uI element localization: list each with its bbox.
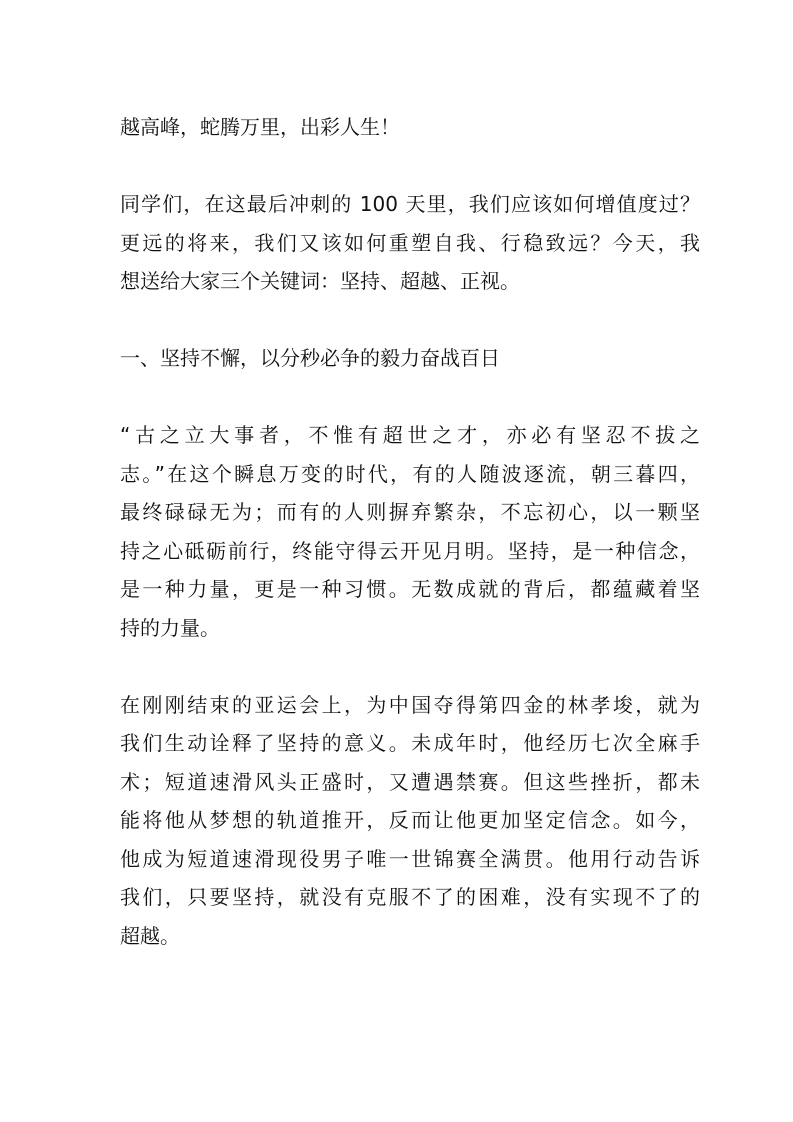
heading-line: 一、坚持不懈，以分秒必争的毅力奋战百日 [120,346,500,370]
text-line: 是一种力量，更是一种习惯。无数成就的背后，都蕴藏着坚 [120,577,700,601]
paragraph-example [120,686,700,956]
text-line: 他成为短道速滑现役男子唯一世锦赛全满贯。他用行动告诉 [120,846,700,871]
text-line: 最终碌碌无为；而有的人则摒弃繁杂，不忘初心，以一颗坚 [120,500,700,524]
paragraph-intro [120,185,700,301]
text-line: 持的力量。 [120,615,220,640]
text-line: 能将他从梦想的轨道推开，反而让他更加坚定信念。如今， [120,808,700,832]
paragraph-perseverance [120,416,700,647]
paragraph-closing-line [120,108,700,147]
text-line: 越高峰，蛇腾万里，出彩人生！ [120,115,400,139]
text-line: 更远的将来，我们又该如何重塑自我、行稳致远？今天，我 [120,230,700,255]
section-heading [120,339,700,378]
text-line: “古之立大事者，不惟有超世之才，亦必有坚忍不拔之 [120,423,700,447]
text-line: 想送给大家三个关键词：坚持、超越、正视。 [120,269,520,293]
text-line: 在刚刚结束的亚运会上，为中国夺得第四金的林孝埈，就为 [120,692,700,717]
text-line: 同学们，在这最后冲刺的 100 天里，我们应该如何增值度过？ [120,192,700,216]
text-line: 超越。 [120,923,180,948]
text-line: 术；短道速滑风头正盛时，又遭遇禁赛。但这些挫折，都未 [120,769,700,794]
text-line: 我们，只要坚持，就没有克服不了的困难，没有实现不了的 [120,885,700,909]
document-body [120,108,700,994]
text-line: 持之心砥砺前行，终能守得云开见月明。坚持，是一种信念， [120,538,700,563]
text-line: 我们生动诠释了坚持的意义。未成年时，他经历七次全麻手 [120,731,700,755]
text-line: 志。”在这个瞬息万变的时代，有的人随波逐流，朝三暮四， [120,461,700,486]
